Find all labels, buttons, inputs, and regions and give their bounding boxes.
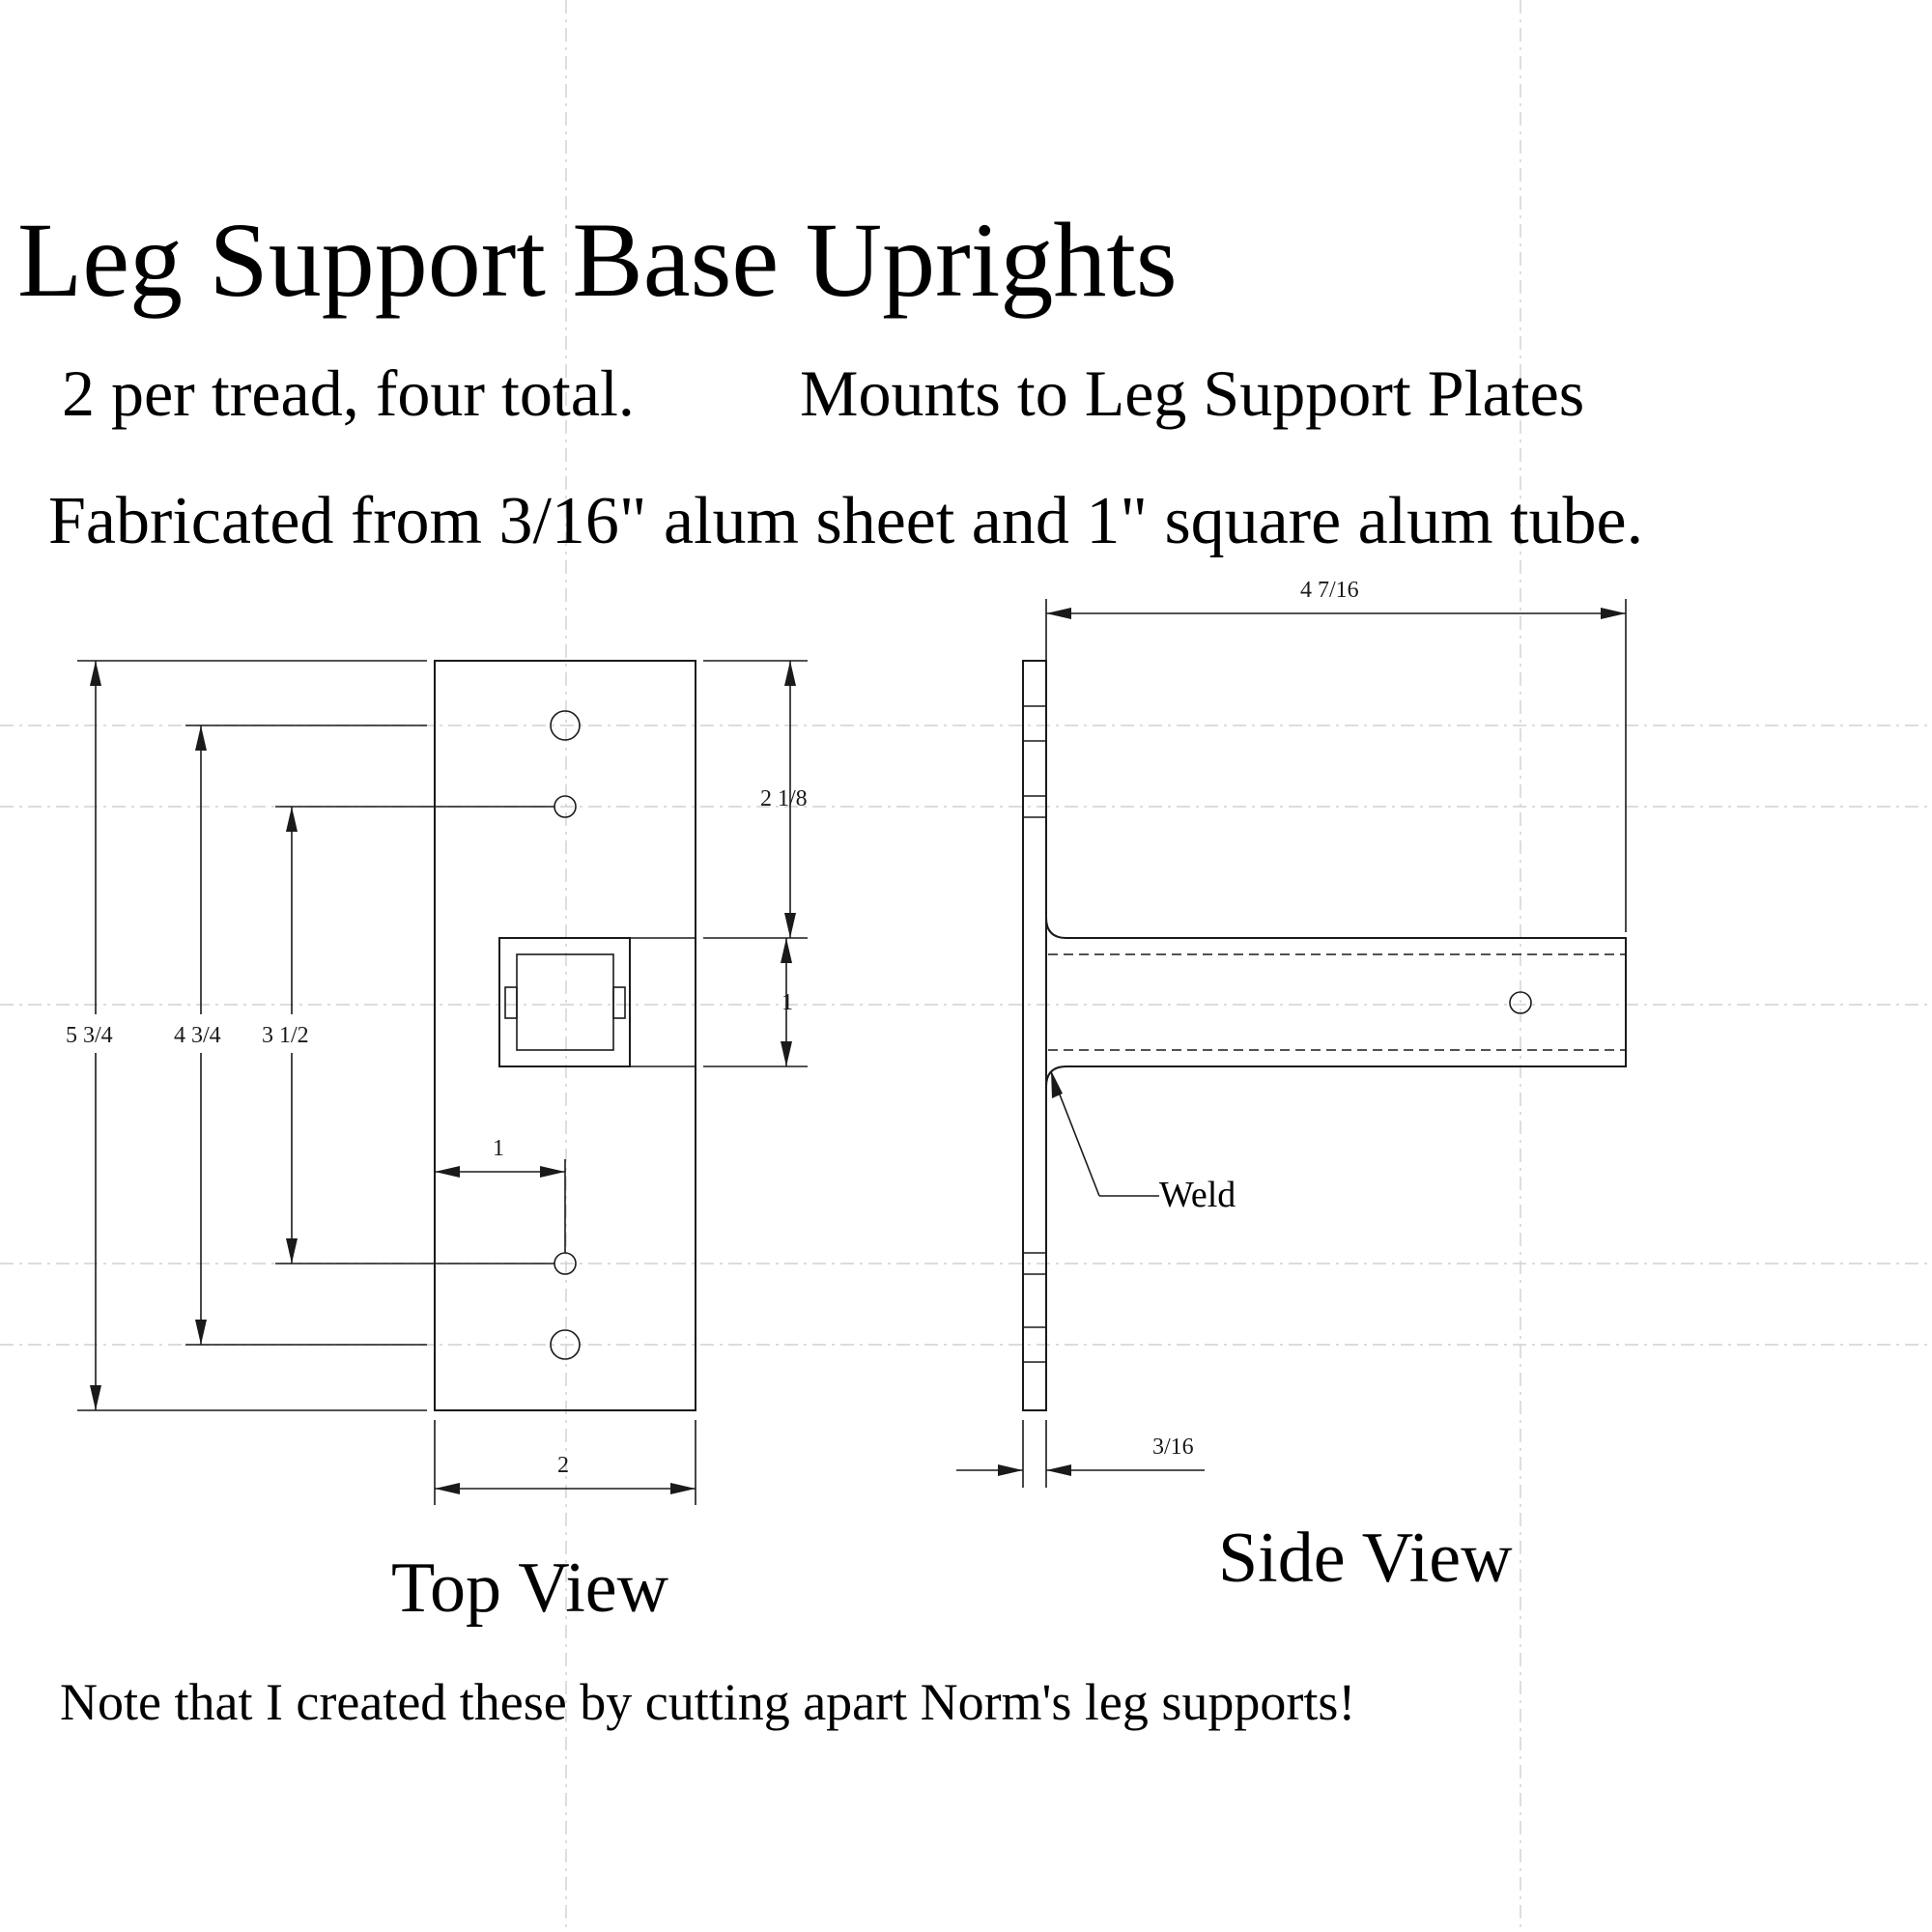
dimension-label-outer-hole-spacing: 4 3/4	[174, 1023, 221, 1048]
dimension-label-plate-thickness: 3/16	[1152, 1435, 1194, 1460]
dimension-tube-length	[1046, 608, 1626, 619]
subtitle-mounting: Mounts to Leg Support Plates	[800, 356, 1585, 430]
subtitle-quantity: 2 per tread, four total.	[62, 356, 635, 430]
page-title: Leg Support Base Uprights	[17, 201, 1178, 319]
side-view-plate-edge	[1023, 661, 1046, 1410]
footnote: Note that I created these by cutting apart Norm's leg supports!	[60, 1673, 1356, 1731]
square-tube-section	[499, 938, 696, 1066]
dimension-label-overall-height: 5 3/4	[66, 1023, 113, 1048]
side-view-label: Side View	[1218, 1519, 1513, 1598]
material-description: Fabricated from 3/16" alum sheet and 1" square alum tube.	[48, 484, 1644, 558]
dimension-label-inner-hole-spacing: 3 1/2	[262, 1023, 309, 1048]
top-view	[66, 661, 808, 1628]
top-view-plate	[435, 661, 696, 1410]
dimension-hole-offset	[435, 1159, 565, 1253]
dimension-label-hole-offset: 1	[493, 1136, 504, 1161]
weld-leader	[1051, 1070, 1159, 1196]
top-view-label: Top View	[391, 1548, 669, 1628]
side-view	[956, 578, 1626, 1598]
dimension-label-tube-size: 1	[781, 990, 793, 1015]
dimension-label-tube-length: 4 7/16	[1300, 578, 1359, 603]
dimension-label-plate-width: 2	[557, 1453, 569, 1478]
dimension-label-top-to-tube: 2 1/8	[760, 786, 808, 811]
weld-callout-label: Weld	[1159, 1175, 1236, 1215]
side-view-tube	[1046, 918, 1626, 1087]
